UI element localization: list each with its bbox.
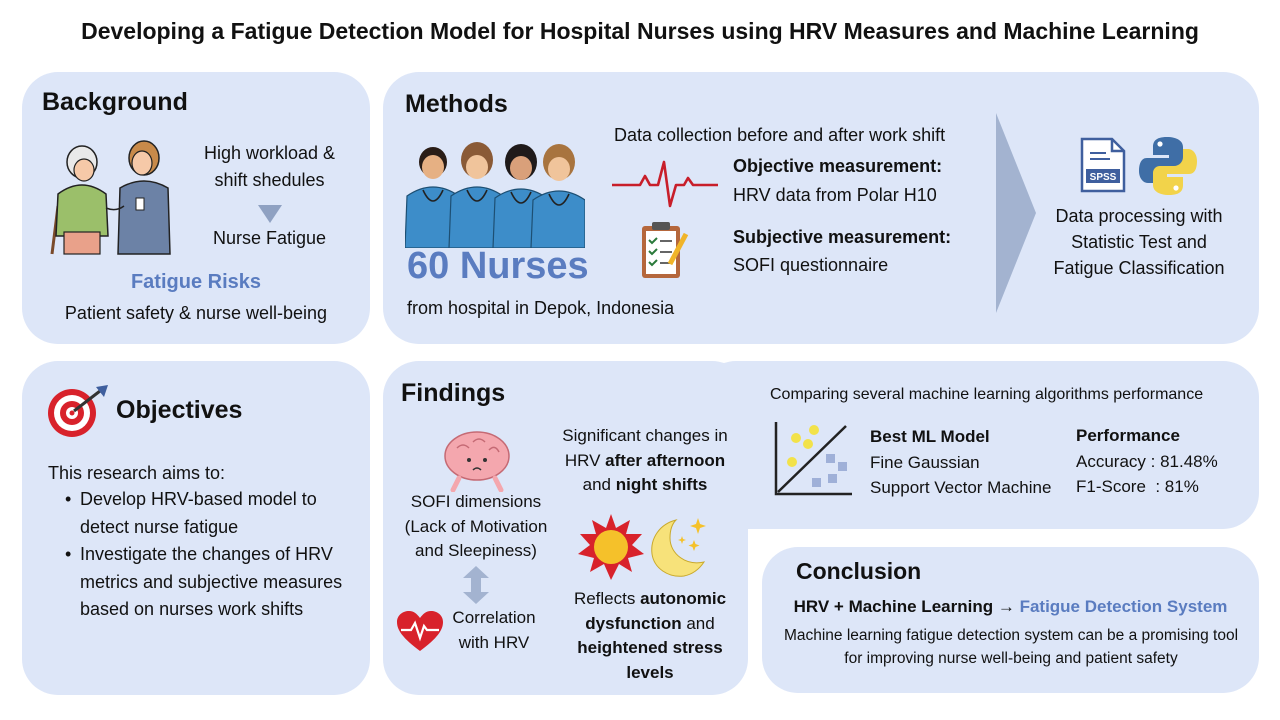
reflects-pre: Reflects xyxy=(573,589,641,608)
nurses-group-illustration xyxy=(405,140,585,248)
objective-measurement-title: Objective measurement: xyxy=(733,156,943,176)
subjective-measurement-title: Subjective measurement: xyxy=(733,227,952,247)
formula-left: HRV + Machine Learning xyxy=(793,597,994,616)
findings-heading: Findings xyxy=(401,379,506,407)
double-arrow-icon xyxy=(463,566,489,604)
changes-night-shifts: night shifts xyxy=(615,475,708,495)
methods-heading: Methods xyxy=(405,90,508,118)
accuracy-value: Accuracy : 81.48% xyxy=(1076,452,1218,471)
significant-changes-text xyxy=(550,424,740,498)
python-icon xyxy=(1137,135,1199,197)
objective-item: • Investigate the changes of HRV metrics and subjective measures based on nurses work shifts xyxy=(48,541,348,624)
best-ml-model-line1: Fine Gaussian xyxy=(870,453,980,472)
reflects-text xyxy=(560,587,740,686)
down-triangle-icon xyxy=(258,205,282,223)
changes-pre: Significant changes in HRV xyxy=(562,426,728,470)
objectives-intro: This research aims to: xyxy=(48,463,226,483)
heart-rate-icon xyxy=(397,611,443,653)
sofi-dimensions-text: SOFI dimensions (Lack of Motivation and Sleepiness) xyxy=(404,492,548,561)
reflects-mid: and xyxy=(681,613,715,633)
reflects-autonomic: autonomic dysfunction xyxy=(585,589,727,633)
data-processing-text: Data processing with Statistic Test and Fatigue Classification xyxy=(1053,206,1225,279)
subjective-measurement-text: SOFI questionnaire xyxy=(733,255,889,275)
correlation-text: Correlation with HRV xyxy=(452,608,536,652)
formula-right: Fatigue Detection System xyxy=(1019,597,1228,616)
fatigue-risks-text: Patient safety & nurse well-being xyxy=(64,303,328,323)
classification-chart-icon xyxy=(772,422,852,498)
chevron-right-icon xyxy=(996,113,1036,313)
background-heading: Background xyxy=(42,88,188,116)
background-cause: High workload & shift shedules xyxy=(203,143,336,190)
comparing-algorithms-text: Comparing several machine learning algorithms performance xyxy=(770,386,1204,403)
poster-title: Developing a Fatigue Detection Model for Hospital Nurses using HRV Measures and Machine Learning xyxy=(81,18,1199,44)
changes-mid: and xyxy=(582,475,616,495)
conclusion-heading: Conclusion xyxy=(796,558,922,584)
sun-icon xyxy=(578,514,644,580)
spss-icon xyxy=(1078,135,1128,195)
ecg-icon xyxy=(612,160,718,210)
objectives-list xyxy=(48,486,348,624)
conclusion-gap xyxy=(748,529,760,695)
moon-icon xyxy=(648,516,710,580)
clipboard-icon xyxy=(640,220,690,280)
nurses-count: 60 Nurses xyxy=(407,245,589,287)
target-icon xyxy=(46,383,110,439)
nurse-patient-illustration xyxy=(44,136,182,258)
background-effect: Nurse Fatigue xyxy=(212,228,327,248)
best-ml-model-title: Best ML Model xyxy=(870,427,990,446)
formula-arrow: → xyxy=(997,597,1015,616)
fatigue-risks-title: Fatigue Risks xyxy=(130,271,262,293)
best-ml-model-line2: Support Vector Machine xyxy=(870,478,1052,497)
objective-item: • Develop HRV-based model to detect nurse fatigue xyxy=(48,486,348,541)
reflects-stress: heightened stress levels xyxy=(577,638,723,682)
spss-label: SPSS xyxy=(1089,172,1117,183)
f1-score-value: F1-Score : 81% xyxy=(1076,477,1199,496)
conclusion-text: Machine learning fatigue detection system can be a promising tool for improving nurse well-being and patient safety xyxy=(783,627,1239,668)
conclusion-formula xyxy=(762,597,1259,617)
brain-icon xyxy=(437,428,517,492)
objectives-heading: Objectives xyxy=(116,396,243,424)
data-collection-text: Data collection before and after work shift xyxy=(614,125,946,145)
objective-measurement-text: HRV data from Polar H10 xyxy=(733,185,937,205)
nurses-origin: from hospital in Depok, Indonesia xyxy=(407,298,675,318)
changes-after-afternoon: after afternoon xyxy=(605,450,726,470)
performance-title: Performance xyxy=(1076,426,1180,445)
